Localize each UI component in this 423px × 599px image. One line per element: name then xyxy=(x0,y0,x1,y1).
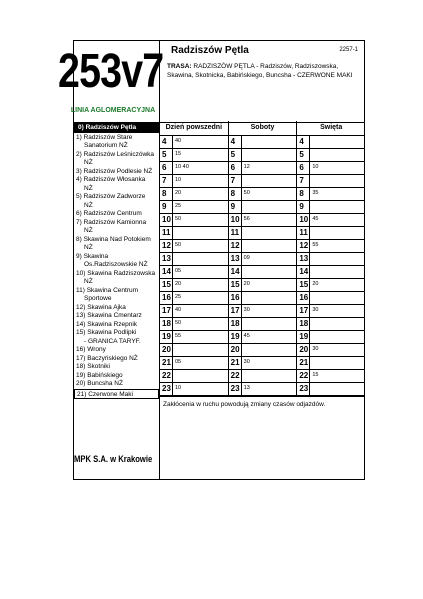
stop-item: 18) Skotniki xyxy=(76,363,110,370)
hour-row xyxy=(297,201,365,214)
minutes-cell: 56 xyxy=(243,216,250,222)
hour-cell: 21 xyxy=(229,357,242,369)
hour-cell: 6 xyxy=(229,162,242,174)
minutes-cell: 25 xyxy=(175,294,182,300)
hour-row xyxy=(297,344,365,357)
hour-row xyxy=(160,175,228,188)
hour-cell: 8 xyxy=(297,188,310,200)
hour-row xyxy=(297,318,365,331)
hour-cell: 21 xyxy=(297,357,310,369)
hour-cell: 13 xyxy=(160,253,173,265)
stop-item: NŻ xyxy=(84,227,93,234)
minutes-cell: 55 xyxy=(312,242,319,248)
timetable-code: 2257-1 xyxy=(339,47,358,53)
timetable xyxy=(160,121,365,412)
hour-cell: 13 xyxy=(229,253,242,265)
hour-row xyxy=(229,266,297,279)
hour-row xyxy=(297,292,365,305)
hour-row xyxy=(229,188,297,201)
stop-item: Sanatorium NŻ xyxy=(84,142,128,149)
stop-item: 11) Skawina Centrum xyxy=(76,286,139,294)
minutes-cell: 20 xyxy=(243,281,250,287)
hour-row xyxy=(160,253,228,266)
column-holiday: Święta xyxy=(296,121,365,135)
minutes-cell: 30 xyxy=(243,359,250,365)
hour-cell: 15 xyxy=(160,279,173,291)
stop-item: 13) Skawina Cmentarz xyxy=(76,312,142,319)
stop-item: 4) Radziszów Włosanka xyxy=(76,176,146,183)
stop-item: 2) Radziszów Leśniczówka xyxy=(76,150,155,158)
route-label: TRASA: xyxy=(167,63,192,70)
column-weekday: Dzień powszedni xyxy=(165,124,223,131)
hour-cell: 5 xyxy=(297,149,310,161)
weekday-column xyxy=(160,136,228,396)
hour-row xyxy=(297,214,365,227)
minutes-cell: 55 xyxy=(175,333,182,339)
hour-row xyxy=(229,149,297,162)
hour-cell: 17 xyxy=(160,305,173,317)
hour-row xyxy=(229,162,297,175)
hour-cell: 18 xyxy=(160,318,173,330)
minutes-cell: 15 xyxy=(175,151,182,157)
hour-cell: 7 xyxy=(297,175,310,187)
hour-cell: 9 xyxy=(229,201,242,213)
minutes-cell: 45 xyxy=(243,333,250,339)
minutes-cell: 10 xyxy=(175,385,182,391)
stop-item: 15) Skawina Podlipki xyxy=(76,329,137,336)
hour-cell: 16 xyxy=(229,292,242,304)
hour-cell: 7 xyxy=(229,175,242,187)
minutes-cell: 10 xyxy=(175,177,182,183)
hour-cell: 10 xyxy=(229,214,242,226)
hour-cell: 14 xyxy=(229,266,242,278)
minutes-cell: 10 xyxy=(312,164,319,170)
hour-row xyxy=(297,175,365,188)
minutes-cell: 50 xyxy=(175,320,182,326)
stop-item: Sportowe xyxy=(84,295,112,302)
column-saturday: Soboty xyxy=(228,121,297,135)
hour-cell: 22 xyxy=(160,370,173,382)
hour-row xyxy=(160,240,228,253)
hour-cell: 12 xyxy=(297,240,310,252)
hour-cell: 15 xyxy=(229,279,242,291)
minutes-cell: 25 xyxy=(175,203,182,209)
line-number: 253v7 xyxy=(58,45,164,98)
hour-row xyxy=(297,357,365,370)
minutes-cell: 35 xyxy=(312,190,319,196)
stop-item: 12) Skawina Ajka xyxy=(76,303,126,311)
hour-cell: 11 xyxy=(297,227,310,239)
timetable-sheet xyxy=(58,40,365,480)
hour-cell: 11 xyxy=(229,227,242,239)
minutes-cell: 50 xyxy=(243,190,250,196)
minutes-cell: 20 xyxy=(175,190,182,196)
stop-item: 21) Czerwone Maki xyxy=(74,389,159,400)
hour-cell: 23 xyxy=(160,383,173,395)
hour-cell: 23 xyxy=(229,383,242,395)
hour-row xyxy=(160,162,228,175)
minutes-cell: 30 xyxy=(312,346,319,352)
stop-item: 17) Baczyńskiego NŻ xyxy=(76,354,138,362)
stop-item: 5) Radziszów Zadworze xyxy=(76,193,146,200)
hour-row xyxy=(229,227,297,240)
stop-item: 3) Radziszów Podlesie NŻ xyxy=(76,167,153,175)
hour-row xyxy=(297,149,365,162)
hour-cell: 4 xyxy=(160,136,173,148)
minutes-cell: 20 xyxy=(175,281,182,287)
hour-row xyxy=(297,227,365,240)
hour-cell: 21 xyxy=(160,357,173,369)
hour-cell: 4 xyxy=(229,136,242,148)
hour-row xyxy=(160,136,228,149)
stop-item: 16) Wrony xyxy=(76,346,106,353)
hour-cell: 7 xyxy=(160,175,173,187)
stop-item: 9) Skawina xyxy=(76,252,109,260)
minutes-cell: 40 xyxy=(175,138,182,144)
hour-row xyxy=(229,292,297,305)
hour-cell: 14 xyxy=(297,266,310,278)
hour-cell: 13 xyxy=(297,253,310,265)
hour-row xyxy=(297,370,365,383)
hour-cell: 15 xyxy=(297,279,310,291)
stop-item: NŻ xyxy=(84,244,93,251)
stop-item: NŻ xyxy=(84,278,93,285)
hour-row xyxy=(160,188,228,201)
hour-row xyxy=(297,240,365,253)
hour-cell: 9 xyxy=(297,201,310,213)
minutes-cell: 20 xyxy=(312,281,319,287)
stop-item: 0) Radziszów Pętla xyxy=(74,123,159,133)
hour-row xyxy=(160,331,228,344)
stop-item: 20) Buncsha NŻ xyxy=(76,380,123,387)
minutes-cell: 13 xyxy=(243,385,250,391)
hour-cell: 16 xyxy=(297,292,310,304)
holiday-column xyxy=(296,136,365,396)
hour-row xyxy=(229,279,297,292)
hour-cell: 12 xyxy=(229,240,242,252)
stop-item: 6) Radziszów Centrum xyxy=(76,210,142,217)
minutes-cell: 15 xyxy=(312,372,319,378)
hour-row xyxy=(229,201,297,214)
hour-row xyxy=(297,305,365,318)
hour-cell: 18 xyxy=(229,318,242,330)
hour-row xyxy=(229,253,297,266)
stop-item: NŻ xyxy=(84,201,93,209)
stop-item: 10) Skawina Radziszowska xyxy=(76,269,156,277)
minutes-cell: 05 xyxy=(175,359,182,365)
hour-cell: 5 xyxy=(229,149,242,161)
operator-footer: MPK S.A. w Krakowie xyxy=(74,454,153,464)
hour-row xyxy=(297,279,365,292)
hour-row xyxy=(160,279,228,292)
hour-row xyxy=(297,266,365,279)
minutes-cell: 12 xyxy=(243,164,250,170)
minutes-cell: 05 xyxy=(175,268,182,274)
hour-cell: 12 xyxy=(160,240,173,252)
hour-cell: 22 xyxy=(297,370,310,382)
hour-row xyxy=(297,331,365,344)
stop-item: 8) Skawina Nad Potokiem xyxy=(76,235,151,243)
timetable-header xyxy=(160,121,365,136)
stop-item: 14) Skawina Rzepnik xyxy=(76,320,138,328)
minutes-cell: 10 40 xyxy=(175,164,189,170)
hour-cell: 8 xyxy=(160,188,173,200)
hour-cell: 19 xyxy=(229,331,242,343)
hour-cell: 19 xyxy=(160,331,173,343)
hour-row xyxy=(229,370,297,383)
hour-row xyxy=(160,227,228,240)
minutes-cell: 09 xyxy=(243,255,250,261)
saturday-column xyxy=(228,136,297,396)
hour-row xyxy=(297,136,365,149)
hour-cell: 17 xyxy=(229,305,242,317)
hour-row xyxy=(160,370,228,383)
hour-row xyxy=(229,318,297,331)
hour-row xyxy=(160,344,228,357)
hour-row xyxy=(229,344,297,357)
hour-cell: 17 xyxy=(297,305,310,317)
hour-row xyxy=(160,357,228,370)
hour-cell: 6 xyxy=(160,162,173,174)
hour-cell: 9 xyxy=(160,201,173,213)
hour-cell: 18 xyxy=(297,318,310,330)
stop-item: NŻ xyxy=(84,184,93,192)
hour-cell: 5 xyxy=(160,149,173,161)
stop-name: Radziszów Pętla xyxy=(171,45,249,56)
hour-row xyxy=(229,214,297,227)
hour-row xyxy=(229,331,297,344)
hour-row xyxy=(297,383,365,396)
route-description xyxy=(167,62,362,80)
hour-cell: 6 xyxy=(297,162,310,174)
stop-item: NŻ xyxy=(84,159,93,166)
hour-row xyxy=(160,383,228,396)
stop-item: 1) Radziszów Stare xyxy=(76,133,133,141)
hour-row xyxy=(229,136,297,149)
hour-row xyxy=(229,357,297,370)
hour-cell: 22 xyxy=(229,370,242,382)
hour-cell: 20 xyxy=(229,344,242,356)
hour-row xyxy=(297,253,365,266)
hour-cell: 11 xyxy=(160,227,173,239)
hour-row xyxy=(229,383,297,396)
hour-cell: 16 xyxy=(160,292,173,304)
minutes-cell: 50 xyxy=(175,242,182,248)
hour-cell: 23 xyxy=(297,383,310,395)
minutes-cell: 30 xyxy=(243,307,250,313)
stop-item: 19) Babińskiego xyxy=(76,371,123,379)
hour-row xyxy=(229,240,297,253)
hour-row xyxy=(160,214,228,227)
hour-row xyxy=(297,188,365,201)
hour-row xyxy=(160,292,228,305)
disruption-note: Zakłócenia w ruchu powodują zmiany czasów odjazdów. xyxy=(160,396,365,412)
minutes-cell: 45 xyxy=(312,216,319,222)
line-type: LINIA AGLOMERACYJNA xyxy=(70,107,156,114)
stop-item: Os.Radziszowskie NŻ xyxy=(84,261,148,268)
hour-cell: 19 xyxy=(297,331,310,343)
hour-row xyxy=(160,305,228,318)
hour-cell: 4 xyxy=(297,136,310,148)
hour-row xyxy=(160,149,228,162)
route-text: RADZISZÓW PĘTLA - Radziszów, Radziszowska, Skawina, Skotnicka, Babińskiego, Buncsha - CZERWONE MAKI xyxy=(167,63,353,79)
hour-row xyxy=(229,305,297,318)
stop-item: - GRANICA TARYF. xyxy=(84,337,141,345)
hour-row xyxy=(297,162,365,175)
stop-item: 7) Radziszów Kamionna xyxy=(76,218,147,226)
hour-cell: 8 xyxy=(229,188,242,200)
hour-row xyxy=(229,175,297,188)
stop-list xyxy=(74,123,159,399)
hour-cell: 20 xyxy=(160,344,173,356)
hour-row xyxy=(160,318,228,331)
hour-cell: 10 xyxy=(160,214,173,226)
hour-row xyxy=(160,266,228,279)
minutes-cell: 50 xyxy=(175,216,182,222)
minutes-cell: 30 xyxy=(312,307,319,313)
hour-cell: 14 xyxy=(160,266,173,278)
hour-row xyxy=(160,201,228,214)
hour-cell: 20 xyxy=(297,344,310,356)
minutes-cell: 40 xyxy=(175,307,182,313)
hour-cell: 10 xyxy=(297,214,310,226)
